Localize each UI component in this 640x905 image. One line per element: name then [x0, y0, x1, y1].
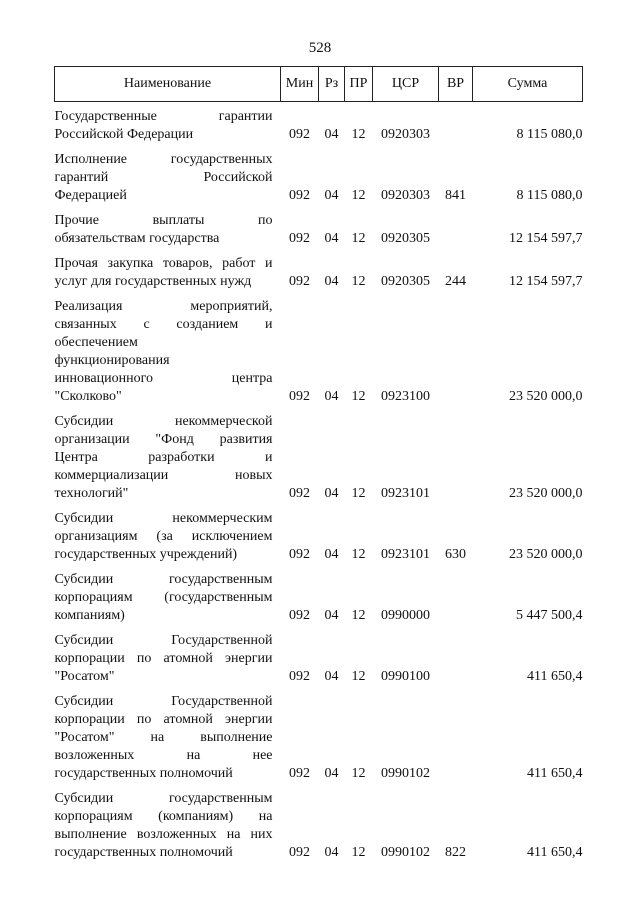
- row-name: [55, 503, 281, 564]
- row-min: 092: [289, 608, 310, 623]
- row-name: [55, 144, 281, 205]
- row-csr: 0990102: [381, 845, 430, 860]
- header-sum: Сумма: [473, 67, 583, 102]
- row-name-line: Реализация мероприятий,: [54, 299, 273, 314]
- row-name: [55, 248, 281, 291]
- table-row: [55, 291, 583, 406]
- row-csr: 0920303: [381, 188, 430, 203]
- row-name-line: гарантий Российской: [54, 170, 273, 185]
- row-csr: 0920305: [381, 231, 430, 246]
- row-name-line: организации "Фонд развития: [54, 432, 273, 447]
- row-name: [55, 625, 281, 686]
- row-rz: 04: [324, 845, 339, 860]
- row-pr: 12: [351, 274, 366, 289]
- row-name: [55, 564, 281, 625]
- row-csr: 0990102: [381, 766, 430, 781]
- row-name-line: обязательствам государства: [54, 231, 220, 246]
- row-sum: 8 115 080,0: [516, 188, 583, 203]
- table-body: [55, 102, 583, 863]
- row-sum: 12 154 597,7: [509, 231, 583, 246]
- row-name-line: "Росатом": [54, 669, 115, 684]
- table-row: [55, 783, 583, 862]
- row-name-line: Российской Федерации: [54, 127, 194, 142]
- row-name: [55, 783, 281, 862]
- row-rz: 04: [324, 766, 339, 781]
- row-name-line: возложенных на нее: [54, 748, 273, 763]
- row-name-line: государственных полномочий: [54, 845, 233, 860]
- row-min: 092: [289, 127, 310, 142]
- row-name: [55, 291, 281, 406]
- row-pr: 12: [351, 389, 366, 404]
- row-rz: 04: [324, 188, 339, 203]
- row-csr: 0923101: [381, 547, 430, 562]
- row-name-line: связанных с созданием и: [54, 317, 273, 332]
- table-row: [55, 248, 583, 291]
- row-name-line: организациям (за исключением: [54, 529, 273, 544]
- row-sum: 12 154 597,7: [509, 274, 583, 289]
- row-vr: [439, 686, 473, 783]
- row-sum: 411 650,4: [527, 669, 583, 684]
- row-csr: 0990100: [381, 669, 430, 684]
- row-name-line: Государственные гарантии: [54, 109, 273, 124]
- row-name-line: выполнение возложенных на них: [54, 827, 273, 842]
- row-sum: 23 520 000,0: [509, 389, 583, 404]
- row-min: 092: [289, 845, 310, 860]
- row-min: 092: [289, 188, 310, 203]
- row-pr: 12: [351, 669, 366, 684]
- row-min: 092: [289, 389, 310, 404]
- row-name-line: Субсидии Государственной: [54, 633, 273, 648]
- table-row: [55, 625, 583, 686]
- row-name: [55, 102, 281, 145]
- row-pr: 12: [351, 231, 366, 246]
- header-name: Наименование: [55, 67, 281, 102]
- row-name: [55, 406, 281, 503]
- row-rz: 04: [324, 389, 339, 404]
- table-header: [55, 67, 583, 102]
- row-name-line: инновационного центра: [54, 371, 273, 386]
- row-pr: 12: [351, 766, 366, 781]
- row-name: [55, 205, 281, 248]
- row-min: 092: [289, 547, 310, 562]
- row-name-line: Субсидии некоммерческой: [54, 414, 273, 429]
- row-sum: 411 650,4: [527, 766, 583, 781]
- row-sum: 23 520 000,0: [509, 547, 583, 562]
- row-pr: 12: [351, 608, 366, 623]
- header-min: Мин: [281, 67, 319, 102]
- row-min: 092: [289, 274, 310, 289]
- table-row: [55, 406, 583, 503]
- header-csr: ЦСР: [373, 67, 439, 102]
- table-row: [55, 102, 583, 145]
- row-name-line: "Росатом" на выполнение: [54, 730, 273, 745]
- row-csr: 0923100: [381, 389, 430, 404]
- row-rz: 04: [324, 486, 339, 501]
- row-pr: 12: [351, 845, 366, 860]
- row-name-line: Прочая закупка товаров, работ и: [54, 256, 273, 271]
- row-name-line: коммерциализации новых: [54, 468, 273, 483]
- row-vr: [439, 406, 473, 503]
- row-pr: 12: [351, 486, 366, 501]
- row-min: 092: [289, 486, 310, 501]
- row-vr: [439, 291, 473, 406]
- row-name-line: "Сколково": [54, 389, 122, 404]
- row-name-line: функционирования: [54, 353, 170, 368]
- row-name-line: государственных полномочий: [54, 766, 233, 781]
- row-sum: 8 115 080,0: [516, 127, 583, 142]
- row-name-line: корпорации по атомной энергии: [54, 651, 273, 666]
- row-vr: 822: [445, 845, 466, 860]
- row-name-line: государственных учреждений): [54, 547, 238, 562]
- table-row: [55, 564, 583, 625]
- row-pr: 12: [351, 547, 366, 562]
- row-name-line: корпорации по атомной энергии: [54, 712, 273, 727]
- row-vr: 841: [445, 188, 466, 203]
- table-row: [55, 144, 583, 205]
- row-name-line: компаниям): [54, 608, 125, 623]
- row-pr: 12: [351, 127, 366, 142]
- row-name: [55, 686, 281, 783]
- row-csr: 0920305: [381, 274, 430, 289]
- row-vr: [439, 102, 473, 145]
- row-vr: [439, 625, 473, 686]
- row-name-line: Центра разработки и: [54, 450, 273, 465]
- budget-table: [54, 66, 583, 862]
- row-name-line: Прочие выплаты по: [54, 213, 273, 228]
- row-sum: 23 520 000,0: [509, 486, 583, 501]
- row-vr: [439, 564, 473, 625]
- row-csr: 0923101: [381, 486, 430, 501]
- row-vr: [439, 205, 473, 248]
- row-pr: 12: [351, 188, 366, 203]
- row-min: 092: [289, 766, 310, 781]
- table-row: [55, 503, 583, 564]
- header-pr: ПР: [345, 67, 373, 102]
- row-name-line: услуг для государственных нужд: [54, 274, 252, 289]
- row-name-line: Федерацией: [54, 188, 127, 203]
- row-name-line: обеспечением: [54, 335, 138, 350]
- row-csr: 0990000: [381, 608, 430, 623]
- row-rz: 04: [324, 127, 339, 142]
- row-name-line: Субсидии государственным: [54, 572, 273, 587]
- row-name-line: Субсидии государственным: [54, 791, 273, 806]
- row-vr: 244: [445, 274, 466, 289]
- row-rz: 04: [324, 547, 339, 562]
- row-rz: 04: [324, 231, 339, 246]
- row-name-line: технологий": [54, 486, 129, 501]
- row-name-line: корпорациям (государственным: [54, 590, 273, 605]
- row-name-line: Субсидии некоммерческим: [54, 511, 273, 526]
- table-row: [55, 205, 583, 248]
- row-sum: 5 447 500,4: [516, 608, 583, 623]
- header-vr: ВР: [439, 67, 473, 102]
- row-vr: 630: [445, 547, 466, 562]
- row-rz: 04: [324, 608, 339, 623]
- page-number: 528: [308, 40, 332, 56]
- row-min: 092: [289, 669, 310, 684]
- header-rz: Рз: [319, 67, 345, 102]
- table-row: [55, 686, 583, 783]
- row-name-line: корпорациям (компаниям) на: [54, 809, 273, 824]
- row-min: 092: [289, 231, 310, 246]
- row-name-line: Исполнение государственных: [54, 152, 273, 167]
- row-rz: 04: [324, 669, 339, 684]
- row-rz: 04: [324, 274, 339, 289]
- row-sum: 411 650,4: [527, 845, 583, 860]
- row-name-line: Субсидии Государственной: [54, 694, 273, 709]
- row-csr: 0920303: [381, 127, 430, 142]
